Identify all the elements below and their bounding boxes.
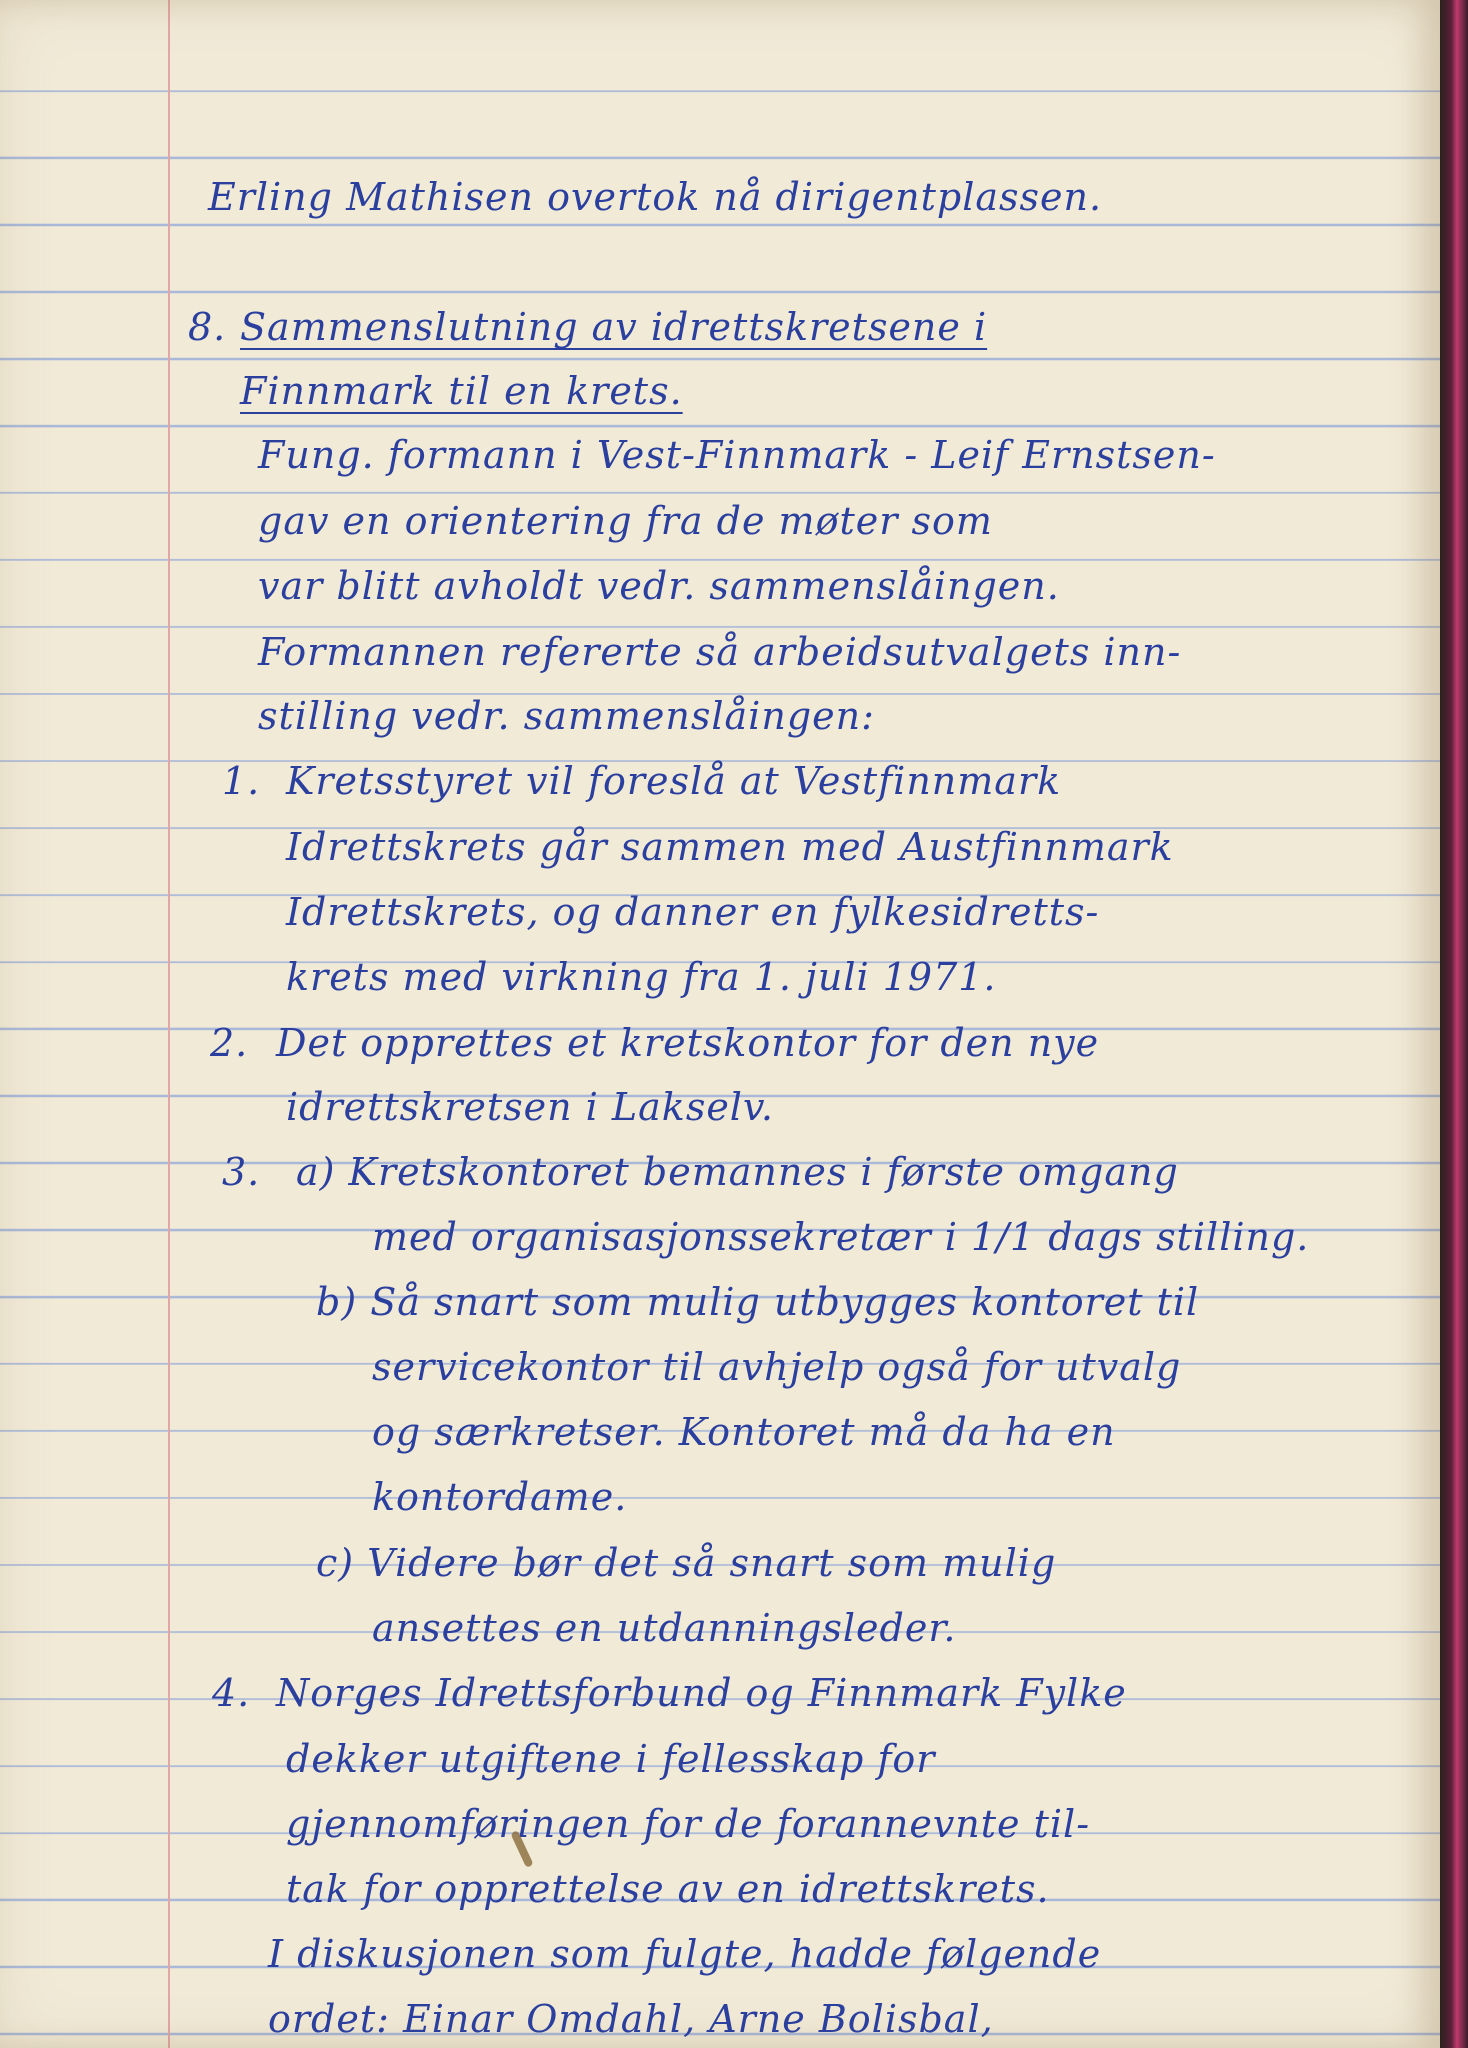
- text-line: Fung. formann i Vest-Finnmark - Leif Ernstsen-: [258, 433, 1216, 477]
- point-4-line: Norges Idrettsforbund og Finnmark Fylke: [276, 1671, 1127, 1715]
- point-3a-line: med organisasjonssekretær i 1/1 dags stilling.: [372, 1215, 1310, 1259]
- text-line: Formannen refererte så arbeidsutvalgets inn-: [258, 630, 1182, 674]
- point-1-line: Idrettskrets, og danner en fylkesidretts-: [286, 890, 1100, 934]
- point-1-line: krets med virkning fra 1. juli 1971.: [286, 955, 997, 999]
- text-line: var blitt avholdt vedr. sammenslåingen.: [258, 564, 1060, 608]
- point-1-line: Kretsstyret vil foreslå at Vestfinnmark: [286, 759, 1062, 803]
- line-dirigent: Erling Mathisen overtok nå dirigentplassen.: [208, 175, 1103, 219]
- point-2-line: Det opprettes et kretskontor for den nye: [276, 1021, 1100, 1065]
- point-3b-line: kontordame.: [372, 1475, 628, 1519]
- point-4-line: dekker utgiftene i fellesskap for: [286, 1737, 936, 1781]
- point-1-number: 1.: [222, 759, 261, 803]
- text-line: stilling vedr. sammenslåingen:: [258, 694, 875, 738]
- point-4-line: gjennomføringen for de forannevnte til-: [286, 1802, 1091, 1846]
- point-3c-line: c) Videre bør det så snart som mulig: [316, 1541, 1057, 1585]
- point-2-number: 2.: [210, 1021, 249, 1065]
- text-line: ordet: Einar Omdahl, Arne Bolisbal,: [268, 1997, 994, 2041]
- point-3b-line: b) Så snart som mulig utbygges kontoret til: [316, 1280, 1200, 1324]
- text-line: gav en orientering fra de møter som: [258, 499, 993, 543]
- point-3c-line: ansettes en utdanningsleder.: [372, 1606, 957, 1650]
- point-3b-line: servicekontor til avhjelp også for utvalg: [372, 1345, 1182, 1389]
- point-1-line: Idrettskrets går sammen med Austfinnmark: [286, 825, 1174, 869]
- text-line: I diskusjonen som fulgte, hadde følgende: [268, 1932, 1102, 1976]
- point-3b-line: og særkretser. Kontoret må da ha en: [372, 1410, 1116, 1454]
- item-8-title-line-2: Finnmark til en krets.: [240, 369, 683, 413]
- point-4-number: 4.: [212, 1671, 251, 1715]
- item-8-title-line-1: Sammenslutning av idrettskretsene i: [240, 305, 988, 349]
- notebook-spine: [1440, 0, 1468, 2048]
- point-4-line: tak for opprettelse av en idrettskrets.: [286, 1867, 1050, 1911]
- point-3-number: 3.: [222, 1150, 261, 1194]
- item-8-number: 8.: [188, 305, 227, 349]
- point-3a-line: a) Kretskontoret bemannes i første omgang: [296, 1150, 1179, 1194]
- point-2-line: idrettskretsen i Lakselv.: [286, 1085, 774, 1129]
